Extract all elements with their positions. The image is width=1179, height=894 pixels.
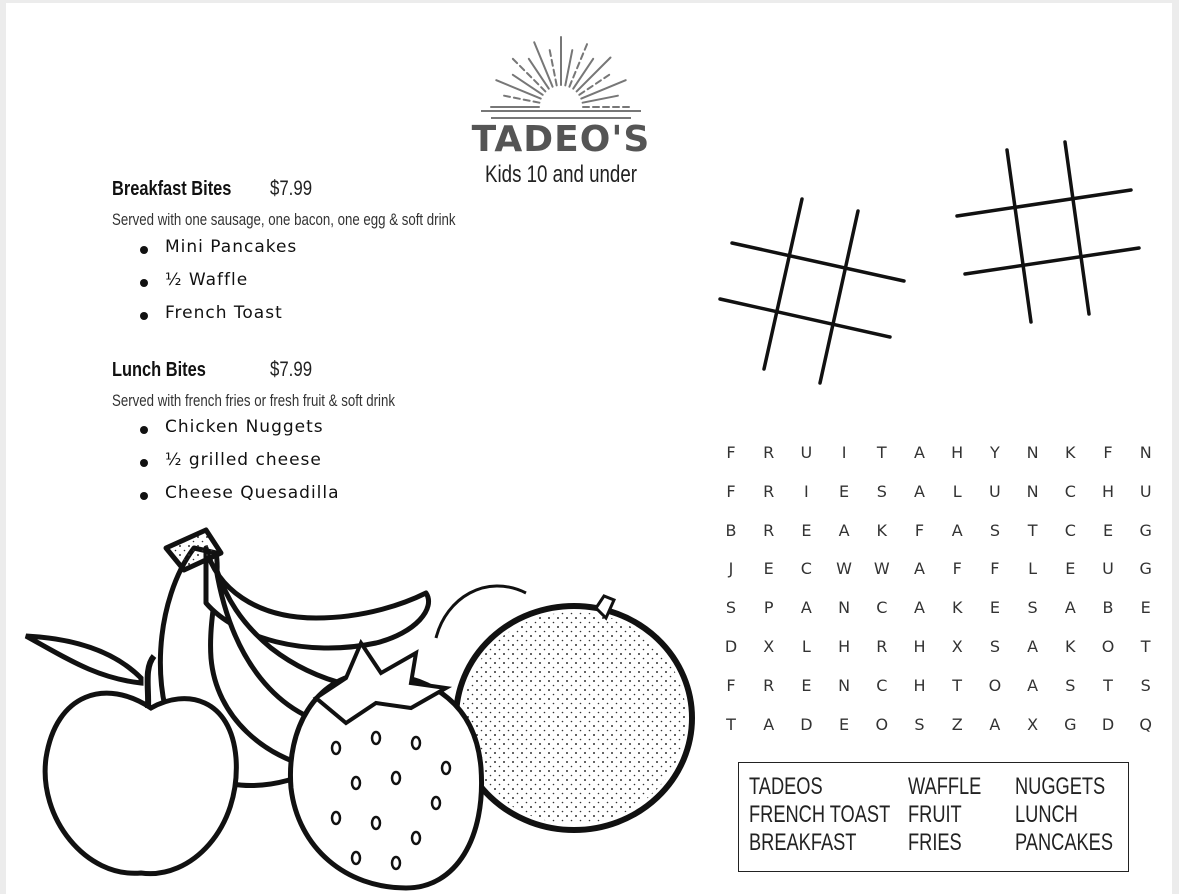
- word-search-letter[interactable]: U: [800, 443, 813, 462]
- list-item: ½ Waffle: [112, 270, 297, 303]
- word-search-letter[interactable]: W: [873, 559, 890, 579]
- word-search-letter[interactable]: I: [804, 481, 809, 501]
- brand-name: TADEO'S: [471, 119, 651, 160]
- tic-tac-toe-grid-icon[interactable]: [712, 191, 912, 386]
- word-search-letter[interactable]: T: [726, 714, 736, 734]
- word-item: BREAKFAST: [749, 829, 857, 856]
- word-search-letter[interactable]: T: [1027, 520, 1038, 540]
- word-search-letter[interactable]: E: [801, 520, 812, 540]
- word-item: TADEOS: [749, 773, 823, 800]
- word-search-letter[interactable]: W: [836, 559, 852, 579]
- word-search-letter[interactable]: N: [1139, 443, 1152, 462]
- word-search-letter[interactable]: C: [1064, 481, 1076, 501]
- word-list-box: [738, 762, 1129, 872]
- word-column: [749, 773, 935, 857]
- word-search-letter[interactable]: X: [763, 637, 775, 656]
- word-search-letter[interactable]: F: [914, 520, 925, 540]
- breakfast-items: [112, 237, 297, 336]
- word-search-letter[interactable]: S: [1140, 675, 1151, 695]
- word-search-letter[interactable]: A: [914, 559, 925, 579]
- word-item: FRIES: [908, 829, 962, 856]
- word-search-letter[interactable]: E: [989, 598, 1000, 618]
- word-search-letter[interactable]: N: [838, 675, 851, 695]
- word-item: PANCAKES: [1015, 829, 1113, 856]
- lunch-description: Served with french fries or fresh fruit & soft drink: [112, 391, 395, 410]
- word-search-letter[interactable]: F: [726, 675, 736, 695]
- word-search-letter[interactable]: R: [763, 443, 775, 462]
- word-search-letter[interactable]: T: [876, 443, 887, 462]
- lunch-price: $7.99: [270, 358, 313, 381]
- word-search-letter[interactable]: E: [1140, 598, 1151, 618]
- word-search-letter[interactable]: S: [1065, 675, 1076, 695]
- word-search-letter[interactable]: H: [913, 675, 926, 695]
- word-search-letter[interactable]: F: [726, 443, 736, 462]
- breakfast-title: Breakfast Bites: [112, 178, 232, 200]
- word-search-letter[interactable]: H: [951, 443, 964, 462]
- word-search-letter[interactable]: A: [989, 714, 1001, 734]
- word-search-letter[interactable]: B: [1102, 598, 1114, 618]
- word-search-letter[interactable]: C: [1064, 520, 1076, 540]
- word-search-letter[interactable]: A: [838, 520, 850, 540]
- word-search-letter[interactable]: F: [726, 481, 736, 501]
- word-search-letter[interactable]: I: [841, 443, 847, 462]
- lunch-title: Lunch Bites: [112, 359, 206, 381]
- word-search-letter[interactable]: Q: [1139, 714, 1152, 734]
- word-search-letter[interactable]: F: [990, 559, 1000, 579]
- word-search-letter[interactable]: C: [876, 598, 888, 618]
- kids-menu-sheet: [6, 3, 1172, 894]
- word-search-letter[interactable]: C: [876, 675, 888, 695]
- word-search-letter[interactable]: R: [763, 481, 775, 501]
- word-search-letter[interactable]: N: [1026, 481, 1039, 501]
- tic-tac-toe-grid-icon[interactable]: [951, 138, 1146, 328]
- fruit-illustration-icon: [16, 508, 706, 894]
- word-search-letter[interactable]: A: [1027, 675, 1039, 695]
- list-item: Chicken Nuggets: [112, 417, 340, 450]
- word-search-letter[interactable]: L: [952, 481, 962, 501]
- word-search-letter[interactable]: H: [1101, 481, 1115, 501]
- word-search-letter[interactable]: R: [763, 675, 775, 695]
- word-search-letter[interactable]: Z: [951, 714, 963, 734]
- word-search-letter[interactable]: S: [876, 481, 887, 501]
- word-search-letter[interactable]: X: [1027, 714, 1039, 734]
- breakfast-description: Served with one sausage, one bacon, one egg & soft drink: [112, 210, 456, 229]
- word-search-letter[interactable]: U: [1139, 481, 1152, 501]
- word-item: FRUIT: [908, 801, 962, 828]
- word-search-letter[interactable]: T: [1140, 637, 1151, 656]
- word-search-letter[interactable]: G: [1139, 559, 1152, 579]
- word-search-letter[interactable]: A: [1064, 598, 1076, 618]
- word-search-letter[interactable]: O: [1101, 637, 1115, 656]
- lunch-items: [112, 417, 340, 516]
- word-search-letter[interactable]: E: [839, 481, 850, 501]
- word-search-letter[interactable]: P: [763, 598, 774, 618]
- word-search-letter[interactable]: A: [914, 598, 925, 618]
- list-item: Mini Pancakes: [112, 237, 297, 270]
- word-search-letter[interactable]: A: [914, 443, 925, 462]
- word-search-letter[interactable]: A: [763, 714, 775, 734]
- word-search-letter[interactable]: S: [914, 714, 925, 734]
- word-search-letter[interactable]: H: [913, 637, 926, 656]
- word-search-letter[interactable]: B: [725, 520, 737, 540]
- word-search-letter[interactable]: A: [1027, 637, 1039, 656]
- word-search-letter[interactable]: G: [1064, 714, 1077, 734]
- word-item: FRENCH TOAST: [749, 801, 891, 828]
- word-search-letter[interactable]: E: [763, 559, 774, 579]
- word-search-letter[interactable]: K: [876, 520, 888, 540]
- word-search-letter[interactable]: J: [728, 559, 734, 579]
- word-search-letter[interactable]: O: [988, 675, 1002, 695]
- word-search-letter[interactable]: S: [989, 637, 1000, 656]
- word-search-letter[interactable]: N: [1026, 443, 1039, 462]
- word-search-letter[interactable]: G: [1139, 520, 1152, 540]
- word-item: NUGGETS: [1015, 773, 1106, 800]
- word-search-letter[interactable]: F: [952, 559, 962, 579]
- word-search-letter[interactable]: A: [914, 481, 925, 501]
- word-search-letter[interactable]: E: [1102, 520, 1114, 540]
- list-item: ½ grilled cheese: [112, 450, 340, 483]
- word-search-letter[interactable]: S: [1027, 598, 1038, 618]
- word-search-letter[interactable]: D: [800, 714, 813, 734]
- word-search-letter[interactable]: O: [875, 714, 889, 734]
- word-search-letter[interactable]: L: [801, 637, 811, 656]
- word-search-letter[interactable]: K: [1065, 637, 1076, 656]
- word-search-letter[interactable]: A: [951, 520, 963, 540]
- word-search-letter[interactable]: T: [1103, 675, 1113, 695]
- word-search-letter[interactable]: R: [763, 520, 775, 540]
- word-column: [908, 773, 1004, 857]
- breakfast-price: $7.99: [270, 177, 313, 200]
- word-search-letter[interactable]: E: [839, 714, 850, 734]
- list-item: French Toast: [112, 303, 297, 336]
- word-search-letter[interactable]: R: [876, 637, 888, 656]
- word-search-letter[interactable]: D: [724, 637, 738, 656]
- word-search-letter[interactable]: L: [1028, 559, 1038, 579]
- word-item: LUNCH: [1015, 801, 1078, 828]
- brand-subtitle: Kids 10 and under: [485, 161, 637, 188]
- word-search-letter[interactable]: H: [838, 637, 851, 656]
- word-search-letter[interactable]: X: [951, 637, 963, 656]
- word-column: [1015, 773, 1144, 857]
- word-search-letter[interactable]: D: [1101, 714, 1115, 734]
- list-item: Cheese Quesadilla: [112, 483, 340, 516]
- word-search-letter[interactable]: S: [725, 598, 737, 618]
- word-search-letter[interactable]: K: [951, 598, 963, 618]
- word-search-letter[interactable]: N: [838, 598, 851, 618]
- word-search-letter[interactable]: T: [952, 675, 963, 695]
- word-search-letter[interactable]: C: [800, 559, 812, 579]
- word-search-letter[interactable]: E: [801, 675, 812, 695]
- word-search-letter[interactable]: E: [1065, 559, 1076, 579]
- word-search-letter[interactable]: A: [800, 598, 812, 618]
- word-item: WAFFLE: [908, 773, 982, 800]
- word-search-letter[interactable]: U: [1102, 559, 1114, 579]
- word-search-letter[interactable]: K: [1065, 443, 1076, 462]
- word-search-letter[interactable]: S: [989, 520, 1000, 540]
- word-search-letter[interactable]: Y: [990, 443, 1000, 462]
- word-search-letter[interactable]: U: [989, 481, 1001, 501]
- word-search-letter[interactable]: F: [1103, 443, 1113, 462]
